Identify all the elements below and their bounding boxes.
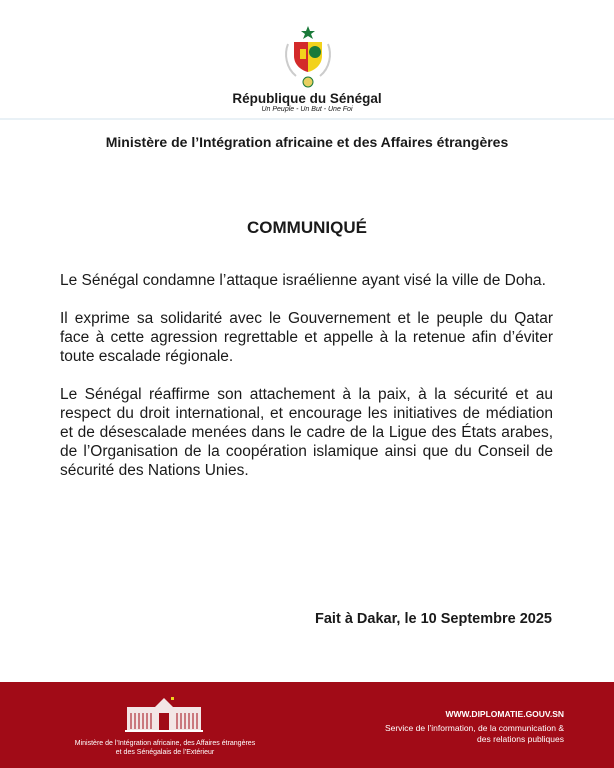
national-motto: Un Peuple - Un But - Une Foi xyxy=(261,106,353,113)
ministry-name: Ministère de l’Intégration africaine et des Affaires étrangères xyxy=(105,134,509,150)
service-line: des relations publiques xyxy=(477,734,564,744)
service-line: Service de l’information, de la communication & xyxy=(384,723,564,733)
communique-body xyxy=(60,271,553,499)
website-link[interactable]: WWW.DIPLOMATIE.GOUV.SN xyxy=(445,709,564,719)
senegal-coat-of-arms-icon xyxy=(280,24,336,90)
header-divider xyxy=(0,118,614,120)
paragraph: Le Sénégal réaffirme son attachement à la paix, à la sécurité et au respect du droit international, et encourage les initiatives de médiation et de désescalade menées dans le cadre de la Ligue des États arabes, de l’Organisation de la coopération islamique ainsi que du Conseil de sécurité des Nations Unies. xyxy=(60,386,553,479)
paragraph: Le Sénégal condamne l’attaque israélienne ayant visé la ville de Doha. xyxy=(60,272,546,289)
service-name xyxy=(324,723,564,745)
footer-ministry-line: Ministère de l’Intégration africaine, des Affaires étrangères xyxy=(74,740,256,747)
country-name: République du Sénégal xyxy=(232,91,382,106)
footer-ministry xyxy=(40,739,290,757)
signature-line: Fait à Dakar, le 10 Septembre 2025 xyxy=(315,611,552,627)
paragraph: Il exprime sa solidarité avec le Gouvernement et le peuple du Qatar face à cette agression regrettable et appelle à la retenue afin d’éviter toute escalade régionale. xyxy=(60,310,553,365)
footer-ministry-line: et des Sénégalais de l’Extérieur xyxy=(115,749,215,756)
ministry-building-icon xyxy=(125,697,203,733)
footer xyxy=(0,682,614,768)
document-title: COMMUNIQUÉ xyxy=(247,218,367,237)
